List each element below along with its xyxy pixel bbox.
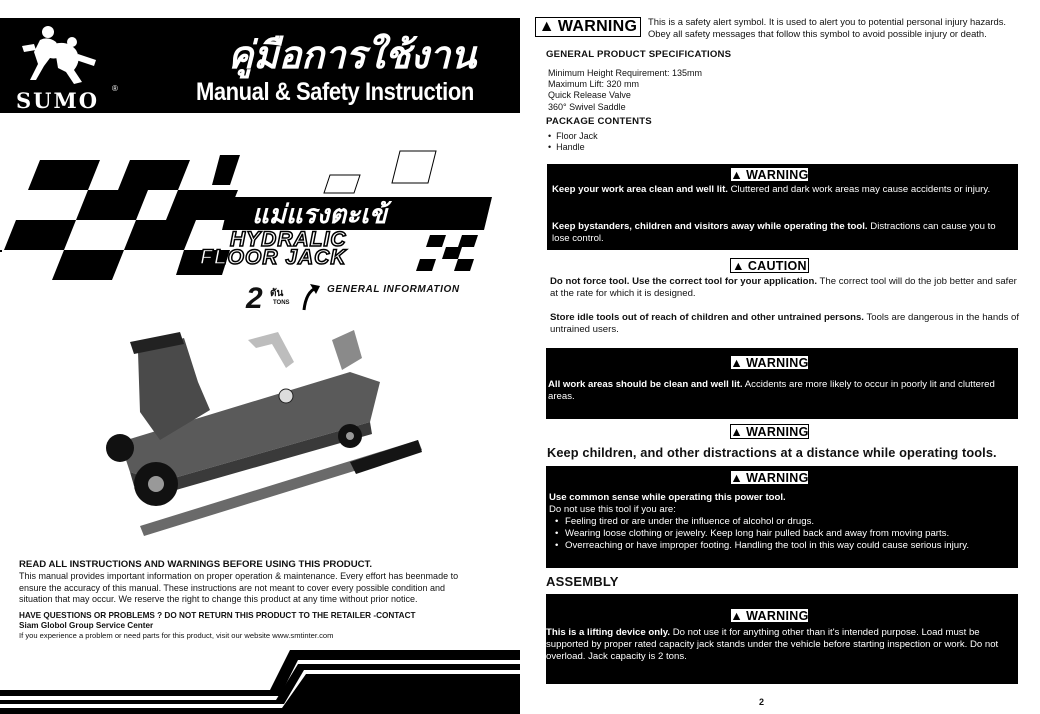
capacity-thai: ตัน	[270, 288, 284, 299]
header-band	[0, 18, 520, 113]
product-name-thai: แม่แรงตะเข้	[252, 200, 387, 230]
capacity-english: TONS	[273, 300, 290, 306]
warning-triangle-icon: ▲	[730, 167, 744, 182]
read-all-heading: READ ALL INSTRUCTIONS AND WARNINGS BEFORE USING THIS PRODUCT.	[19, 559, 373, 570]
page-number: 2	[759, 697, 765, 707]
assembly-heading: ASSEMBLY	[546, 574, 619, 589]
product-name-line1: HYDRALIC	[230, 228, 347, 251]
warning-label: WARNING	[746, 608, 809, 623]
warning-triangle-icon: ▲	[730, 355, 744, 370]
sumo-wrestler-icon	[10, 20, 120, 90]
warning-badge	[730, 355, 809, 370]
caution-triangle-icon: ▲	[732, 258, 745, 273]
warning-box	[546, 594, 1018, 684]
warning-bullet: • Wearing loose clothing or jewelry. Keep long hair pulled back and away from moving parts.	[549, 528, 1015, 540]
warning-triangle-icon: ▲	[730, 470, 744, 485]
warning-label: WARNING	[746, 355, 809, 370]
package-list	[548, 131, 598, 154]
warning-label: WARNING	[746, 424, 809, 439]
warning-line: Do not use this tool if you are:	[549, 504, 676, 515]
manual-line: ensure the accuracy of this manual. These instructions are not meant to cover every possible condition and	[19, 582, 446, 593]
intro-text	[19, 559, 499, 640]
warning-paragraph	[552, 184, 1014, 196]
right-page	[520, 0, 1040, 714]
spec-item: 360° Swivel Saddle	[548, 101, 626, 112]
caution-bold: Store idle tools out of reach of children and other untrained persons.	[550, 312, 864, 323]
up-arrow-icon	[302, 282, 322, 312]
specs-list	[548, 68, 702, 113]
warning-paragraph	[546, 627, 1016, 663]
keep-children-line: Keep children, and other distractions at a distance while operating tools.	[547, 445, 997, 460]
caution-paragraph	[550, 276, 1020, 300]
warning-rest: Accidents are more likely to occur in poorly lit and cluttered areas.	[548, 379, 995, 402]
warning-badge	[535, 17, 641, 37]
warning-bold: Keep bystanders, children and visitors away while operating the tool.	[552, 221, 868, 232]
warning-box	[547, 164, 1018, 250]
have-questions-line: HAVE QUESTIONS OR PROBLEMS ? DO NOT RETURN THIS PRODUCT TO THE RETAILER -CONTACT	[19, 610, 416, 620]
title-thai: คู่มือการใช้งาน	[228, 33, 477, 77]
spec-item: Maximum Lift: 320 mm	[548, 79, 640, 90]
manual-line: situation that may occur. We reserve the right to change this product at any time without prior notice.	[19, 594, 418, 605]
title-english: Manual & Safety Instruction	[196, 78, 474, 106]
warning-box	[546, 348, 1018, 419]
warning-triangle-icon: ▲	[730, 608, 744, 623]
floor-jack-image	[100, 322, 440, 552]
warning-rest: Cluttered and dark work areas may cause accidents or injury.	[727, 184, 991, 195]
warning-paragraph	[548, 379, 1014, 403]
visit-website-line: If you experience a problem or need parts for this product, visit our website www.smtinter.com	[19, 630, 334, 640]
registered-mark: ®	[112, 84, 118, 93]
warning-label: WARNING	[746, 470, 809, 485]
warning-bullet: • Overreaching or have improper footing. Handling the tool in this way could cause serious injury.	[549, 540, 1015, 552]
caution-bold: Do not force tool. Use the correct tool for your application.	[550, 276, 818, 287]
safety-alert-line: Obey all safety messages that follow this symbol to avoid possible injury or death.	[648, 27, 987, 39]
warning-label: WARNING	[746, 167, 809, 182]
caution-paragraph	[550, 312, 1020, 336]
warning-badge	[730, 608, 809, 623]
warning-badge	[730, 424, 809, 439]
warning-rest: Do not use it for anything other than it's intended purpose. Load must be supported by proper rated capacity jack stands under the vehicle before starting inspection or work. Do not overload. Jack capacity is 2 tons.	[546, 627, 999, 662]
warning-bold: All work areas should be clean and well lit.	[548, 379, 743, 390]
caution-badge	[730, 258, 809, 273]
product-name-line2: FLOOR JACK	[200, 246, 347, 269]
caution-rest: Tools are dangerous in the hands of untrained users.	[550, 312, 1019, 335]
warning-bullets	[549, 516, 1015, 552]
general-information-heading: GENERAL INFORMATION	[327, 284, 460, 295]
spec-item: Quick Release Valve	[548, 90, 631, 101]
capacity-number: 2	[246, 282, 263, 315]
logo-text: SUMO	[16, 88, 100, 113]
package-item: • Handle	[548, 142, 598, 153]
warning-box	[546, 466, 1018, 568]
safety-alert-line: This is a safety alert symbol. It is used to alert you to potential personal injury hazards.	[648, 16, 1006, 27]
decorative-stripes	[0, 646, 520, 714]
sumo-logo	[10, 20, 120, 113]
service-center: Siam Globol Group Service Center	[19, 620, 154, 630]
spec-item: Minimum Height Requirement: 135mm	[548, 68, 703, 78]
package-heading: PACKAGE CONTENTS	[546, 116, 652, 127]
warning-badge	[730, 470, 809, 485]
warning-paragraph	[549, 492, 1015, 552]
safety-alert-text	[648, 16, 1033, 39]
warning-bullet: • Feeling tired or are under the influence of alcohol or drugs.	[549, 516, 1015, 528]
warning-bold: Use common sense while operating this power tool.	[549, 492, 786, 503]
warning-bold: This is a lifting device only.	[546, 627, 671, 638]
warning-badge	[730, 167, 809, 182]
caution-label: CAUTION	[747, 258, 807, 273]
caution-rest: The correct tool will do the job better and safer at the rate for which it is designed.	[550, 276, 1017, 299]
warning-rest: Distractions can cause you to lose control.	[552, 221, 996, 244]
specs-heading: GENERAL PRODUCT SPECIFICATIONS	[546, 49, 732, 60]
warning-bold: Keep your work area clean and well lit.	[552, 184, 728, 195]
warning-triangle-icon: ▲	[538, 18, 555, 35]
warning-label: WARNING	[557, 18, 638, 35]
manual-paragraph	[19, 571, 499, 606]
warning-paragraph	[552, 221, 1014, 245]
package-item: • Floor Jack	[548, 131, 598, 142]
manual-line: This manual provides important information on proper operation & maintenance. Every effort has beenmade to	[19, 571, 459, 581]
warning-triangle-icon: ▲	[730, 424, 744, 439]
